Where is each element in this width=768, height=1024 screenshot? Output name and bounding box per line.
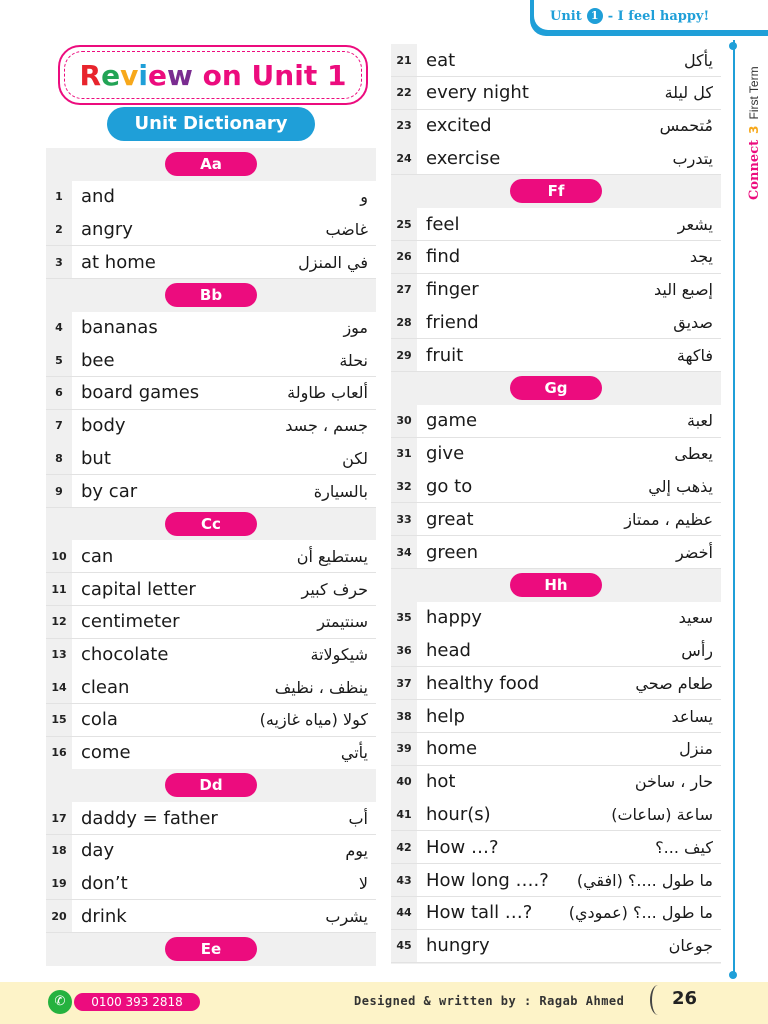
english-word: clean	[81, 676, 130, 698]
dictionary-row	[391, 306, 721, 339]
english-word: green	[426, 541, 478, 563]
arabic-translation: في المنزل	[298, 252, 368, 272]
title-letter: w	[166, 58, 193, 92]
english-word: centimeter	[81, 611, 180, 633]
arabic-translation: ألعاب طاولة	[287, 383, 368, 403]
arabic-translation: لعبة	[687, 411, 713, 431]
arabic-translation: أب	[348, 808, 368, 828]
side-timeline-line	[733, 40, 735, 975]
dictionary-row	[391, 142, 721, 175]
english-word: How long ….?	[426, 869, 549, 891]
row-number: 13	[46, 639, 72, 671]
row-number: 45	[391, 930, 417, 962]
row-number: 7	[46, 410, 72, 442]
dictionary-row	[46, 410, 376, 443]
row-number: 20	[46, 900, 72, 932]
english-word: drink	[81, 905, 127, 927]
unit-prefix: Unit	[550, 8, 582, 24]
dictionary-row	[391, 405, 721, 438]
letter-section-header	[391, 569, 721, 601]
dictionary-row	[46, 704, 376, 737]
page-title	[58, 45, 368, 105]
row-number: 31	[391, 438, 417, 470]
arabic-translation: كل ليلة	[664, 83, 713, 103]
row-number: 26	[391, 241, 417, 273]
dictionary-row	[46, 540, 376, 573]
row-number: 27	[391, 274, 417, 306]
dictionary-row	[46, 475, 376, 508]
english-word: board games	[81, 382, 200, 404]
arabic-translation: موز	[343, 318, 368, 337]
unit-header-tab	[530, 0, 768, 36]
english-word: home	[426, 738, 478, 760]
dictionary-row	[391, 700, 721, 733]
row-number: 28	[391, 306, 417, 338]
row-number: 10	[46, 540, 72, 572]
whatsapp-icon: ✆	[48, 990, 72, 1014]
letter-pill: Gg	[510, 376, 602, 400]
dictionary-row	[391, 733, 721, 766]
dictionary-row	[391, 831, 721, 864]
side-dot-bottom	[729, 971, 737, 979]
row-number: 37	[391, 667, 417, 699]
arabic-translation: يوم	[345, 841, 368, 861]
dictionary-row	[391, 110, 721, 143]
brand-name: Connect	[746, 139, 762, 200]
row-number: 22	[391, 77, 417, 109]
row-number: 2	[46, 213, 72, 245]
dictionary-row	[391, 634, 721, 667]
row-number: 41	[391, 798, 417, 830]
letter-pill: Dd	[165, 773, 257, 797]
dictionary-row	[46, 246, 376, 279]
title-letter: v	[120, 58, 139, 92]
row-number: 3	[46, 246, 72, 278]
row-number: 34	[391, 536, 417, 568]
english-word: How …?	[426, 836, 499, 858]
title-letter	[242, 59, 252, 92]
arabic-translation: سنتيمتر	[317, 612, 368, 632]
arabic-translation: يعطى	[674, 444, 713, 464]
page-number: 26	[672, 988, 698, 1009]
arabic-translation: كيف ...؟	[655, 837, 713, 857]
unit-dictionary-label: Unit Dictionary	[107, 107, 315, 141]
dictionary-row	[46, 377, 376, 410]
arabic-translation: إصبع اليد	[653, 280, 713, 300]
term-label: First Term	[747, 66, 761, 120]
english-word: bee	[81, 349, 115, 371]
dictionary-row	[46, 671, 376, 704]
title-letter: R	[79, 58, 102, 92]
dictionary-row	[391, 503, 721, 536]
row-number: 1	[46, 181, 72, 213]
letter-section-header	[391, 175, 721, 207]
letter-pill: Cc	[165, 512, 257, 536]
title-letter: e	[147, 58, 167, 92]
arabic-translation: رأس	[681, 640, 713, 660]
title-letter: 1	[326, 58, 347, 92]
arabic-translation: أخضر	[675, 542, 713, 562]
title-letter	[317, 59, 327, 92]
dictionary-row	[391, 864, 721, 897]
english-word: great	[426, 508, 474, 530]
title-letter: e	[101, 58, 121, 92]
dictionary-row	[46, 344, 376, 377]
title-letter: i	[294, 58, 304, 92]
row-number: 5	[46, 344, 72, 376]
english-word: hour(s)	[426, 803, 491, 825]
arabic-translation: يذهب إلي	[648, 476, 713, 496]
arabic-translation: و	[360, 187, 368, 207]
letter-pill: Aa	[165, 152, 257, 176]
english-word: bananas	[81, 317, 158, 338]
english-word: help	[426, 705, 465, 727]
arabic-translation: مُتحمس	[659, 116, 713, 136]
english-word: excited	[426, 115, 492, 137]
title-letter: o	[202, 58, 222, 92]
dictionary-row	[46, 606, 376, 639]
dictionary-column-right	[391, 44, 721, 964]
title-letter: n	[221, 58, 242, 92]
arabic-translation: يتدرب	[672, 148, 713, 168]
arabic-translation: يستطيع أن	[296, 546, 368, 566]
letter-pill: Ee	[165, 937, 257, 961]
row-number: 14	[46, 671, 72, 703]
arabic-translation: كولا (مياه غازيه)	[259, 710, 368, 730]
dictionary-column-left	[46, 148, 376, 966]
english-word: feel	[426, 213, 460, 235]
unit-header-text	[550, 8, 709, 24]
arabic-translation: نحلة	[339, 350, 368, 370]
arabic-translation: يجد	[689, 247, 713, 267]
arabic-translation: ينظف ، نظيف	[274, 677, 368, 697]
dictionary-row	[46, 867, 376, 900]
arabic-translation: بالسيارة	[313, 481, 368, 501]
english-word: happy	[426, 607, 482, 629]
english-word: cola	[81, 709, 118, 731]
dictionary-row	[391, 274, 721, 307]
english-word: finger	[426, 279, 479, 301]
arabic-translation: جسم ، جسد	[285, 416, 368, 436]
english-word: by car	[81, 480, 138, 502]
english-word: find	[426, 246, 461, 268]
title-letter: t	[303, 58, 318, 92]
side-brand	[740, 40, 768, 200]
title-letter: n	[274, 58, 295, 92]
dictionary-row	[46, 213, 376, 246]
phone-number: 0100 393 2818	[74, 993, 200, 1011]
english-word: can	[81, 545, 114, 567]
english-word: every night	[426, 82, 529, 104]
english-word: angry	[81, 218, 133, 240]
arabic-translation: لا	[358, 873, 368, 893]
letter-pill: Hh	[510, 573, 602, 597]
arabic-translation: ما طول ....؟ (افقي)	[576, 870, 713, 890]
dictionary-row	[391, 208, 721, 241]
letter-pill: Ff	[510, 179, 602, 203]
arabic-translation: يساعد	[671, 706, 713, 726]
row-number: 42	[391, 831, 417, 863]
dictionary-row	[391, 602, 721, 635]
arabic-translation: طعام صحي	[635, 673, 713, 693]
row-number: 12	[46, 606, 72, 638]
letter-section-header	[46, 933, 376, 965]
english-word: capital letter	[81, 578, 196, 600]
dictionary-row	[46, 312, 376, 345]
arabic-translation: غاضب	[325, 219, 368, 239]
arabic-translation: يأكل	[683, 50, 713, 70]
english-word: give	[426, 443, 465, 465]
dictionary-row	[46, 737, 376, 770]
title-letter: i	[138, 58, 148, 92]
letter-section-header	[46, 769, 376, 801]
dictionary-row	[46, 835, 376, 868]
row-number: 21	[391, 44, 417, 76]
arabic-translation: حار ، ساخن	[634, 772, 713, 792]
dictionary-row	[46, 639, 376, 672]
title-letter	[193, 59, 203, 92]
english-word: friend	[426, 311, 479, 333]
english-word: exercise	[426, 147, 501, 169]
dictionary-row	[46, 573, 376, 606]
english-word: healthy food	[426, 672, 540, 694]
row-number: 9	[46, 475, 72, 507]
arabic-translation: يشرب	[325, 906, 368, 926]
english-word: head	[426, 639, 471, 661]
english-word: and	[81, 186, 115, 208]
dictionary-row	[391, 930, 721, 963]
row-number: 8	[46, 442, 72, 474]
dictionary-row	[391, 438, 721, 471]
english-word: chocolate	[81, 644, 169, 665]
dictionary-row	[391, 536, 721, 569]
english-word: hungry	[426, 935, 490, 957]
letter-section-header	[46, 279, 376, 311]
dictionary-row	[391, 241, 721, 274]
row-number: 29	[391, 339, 417, 371]
arabic-translation: فاكهة	[676, 345, 713, 365]
row-number: 18	[46, 835, 72, 867]
dictionary-row	[391, 897, 721, 930]
dictionary-row	[391, 77, 721, 110]
credit-text: Designed & written by : Ragab Ahmed	[354, 994, 625, 1008]
english-word: daddy = father	[81, 807, 218, 829]
row-number: 35	[391, 602, 417, 634]
row-number: 19	[46, 867, 72, 899]
row-number: 40	[391, 766, 417, 798]
row-number: 25	[391, 208, 417, 240]
letter-section-header	[391, 372, 721, 404]
arabic-translation: لكن	[342, 448, 368, 468]
brand-number: 3	[747, 125, 761, 134]
row-number: 17	[46, 802, 72, 834]
english-word: don’t	[81, 872, 128, 894]
english-word: at home	[81, 251, 156, 273]
arabic-translation: حرف كبير	[301, 579, 368, 599]
letter-pill: Bb	[165, 283, 257, 307]
english-word: game	[426, 410, 478, 432]
dictionary-row	[391, 339, 721, 372]
row-number: 39	[391, 733, 417, 765]
side-dot-top	[729, 42, 737, 50]
english-word: hot	[426, 771, 456, 793]
letter-section-header	[46, 508, 376, 540]
row-number: 23	[391, 110, 417, 142]
arabic-translation: ما طول ...؟ (عمودي)	[568, 903, 713, 923]
arabic-translation: جوعان	[668, 936, 713, 956]
dictionary-row	[391, 44, 721, 77]
arabic-translation: شيكولاتة	[310, 645, 368, 664]
dictionary-row	[46, 442, 376, 475]
row-number: 36	[391, 634, 417, 666]
dictionary-row	[391, 766, 721, 799]
arabic-translation: يشعر	[677, 214, 713, 234]
unit-title: - I feel happy!	[607, 8, 710, 24]
english-word: body	[81, 415, 126, 437]
english-word: day	[81, 840, 115, 862]
arabic-translation: سعيد	[678, 608, 713, 628]
row-number: 43	[391, 864, 417, 896]
row-number: 44	[391, 897, 417, 929]
page-number-bracket	[650, 985, 666, 1015]
letter-section-header	[46, 148, 376, 180]
dictionary-row	[391, 667, 721, 700]
dictionary-row	[391, 470, 721, 503]
row-number: 4	[46, 312, 72, 344]
row-number: 33	[391, 503, 417, 535]
row-number: 6	[46, 377, 72, 409]
english-word: fruit	[426, 344, 464, 366]
dictionary-row	[46, 802, 376, 835]
english-word: go to	[426, 475, 473, 497]
dictionary-row	[46, 181, 376, 214]
row-number: 24	[391, 142, 417, 174]
row-number: 38	[391, 700, 417, 732]
english-word: eat	[426, 49, 456, 71]
row-number: 32	[391, 470, 417, 502]
row-number: 30	[391, 405, 417, 437]
dictionary-row	[391, 798, 721, 831]
arabic-translation: ساعة (ساعات)	[611, 804, 713, 824]
english-word: but	[81, 447, 111, 469]
english-word: How tall …?	[426, 902, 533, 924]
arabic-translation: منزل	[679, 739, 713, 759]
arabic-translation: يأتي	[340, 743, 368, 763]
arabic-translation: صديق	[673, 312, 713, 332]
dictionary-row	[46, 900, 376, 933]
unit-number-badge: 1	[587, 8, 603, 24]
title-letter: U	[251, 58, 275, 92]
arabic-translation: عظيم ، ممتاز	[624, 509, 713, 529]
english-word: come	[81, 742, 131, 764]
row-number: 11	[46, 573, 72, 605]
row-number: 16	[46, 737, 72, 769]
row-number: 15	[46, 704, 72, 736]
